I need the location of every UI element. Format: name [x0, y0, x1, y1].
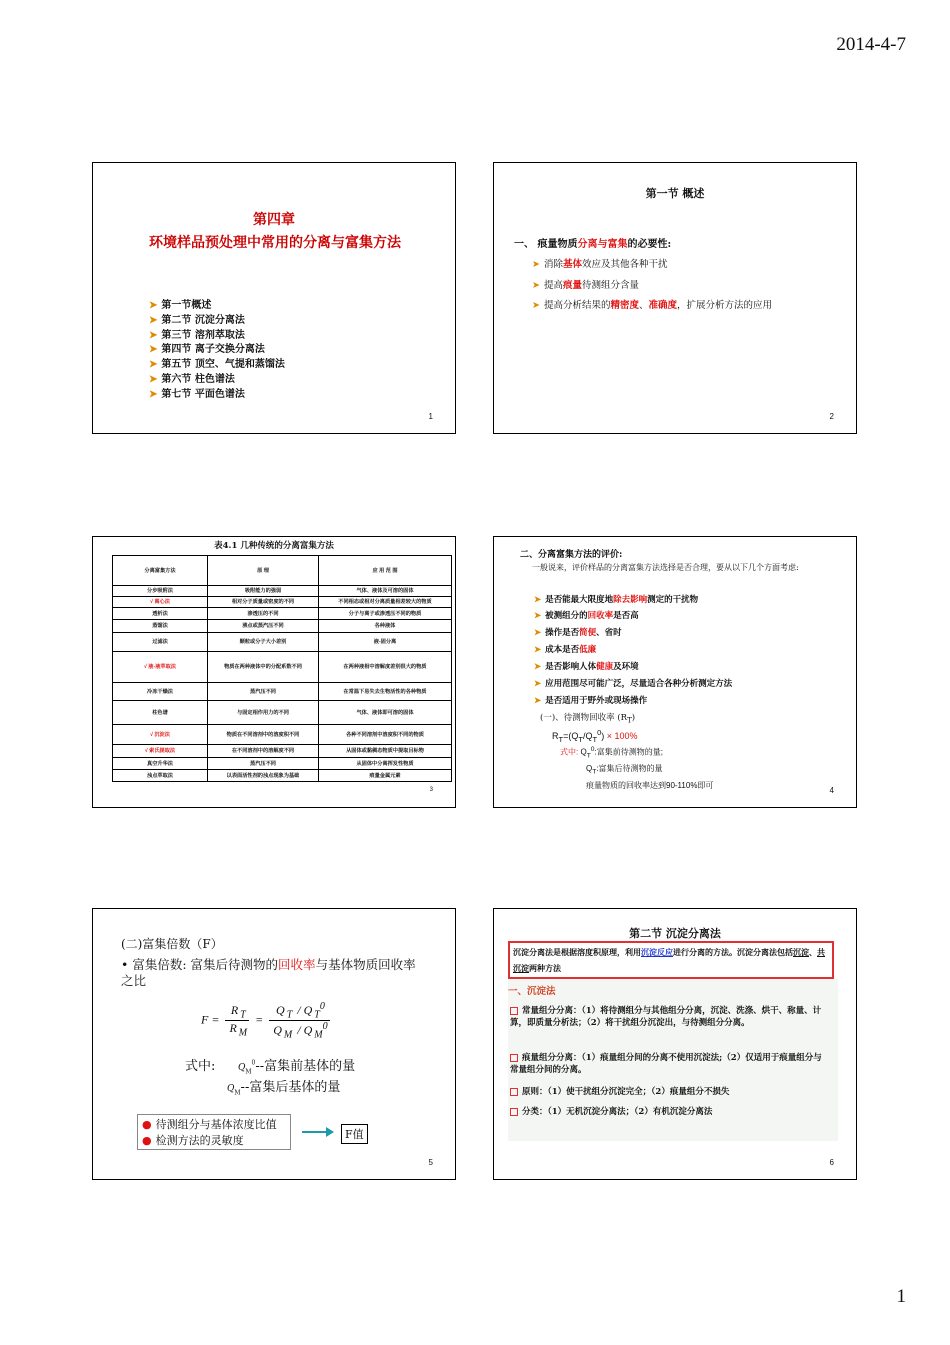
square-bullet-icon — [510, 1088, 518, 1096]
slide-6 — [493, 908, 857, 1180]
table-header-cell: 分离富集方法 — [113, 556, 208, 586]
chapter-label: 第四章 — [253, 212, 295, 228]
table-header-cell: 原 理 — [208, 556, 319, 586]
arrow-bullet-icon: ➤ — [532, 300, 540, 311]
bullet-dot-icon: ● — [142, 1134, 152, 1147]
list-item: ➤ 被测组分的回收率是否高 — [534, 611, 639, 621]
list-item: ➤ 第三节 溶剂萃取法 — [149, 329, 245, 341]
table-row: 过滤法 颗粒或分子大小差别 液-固分离 — [113, 633, 452, 652]
where-label: 式中: — [185, 1059, 216, 1074]
list-item: ➤ 提高分析结果的精密度、准确度，扩展分析方法的应用 — [532, 300, 773, 311]
list-item: ➤ 操作是否简便、省时 — [534, 628, 622, 638]
square-bullet-icon — [510, 1007, 518, 1015]
slide-number: 3 — [429, 787, 433, 793]
list-item: ➤ 成本是否低廉 — [534, 645, 597, 655]
table-row: 分步吸附法 吸附能力的强弱 气体、液体及可溶的固体 — [113, 586, 452, 597]
table-row: 真空升华法 蒸汽压不同 从固体中分离挥发性物质 — [113, 758, 452, 770]
slide-number: 4 — [829, 786, 834, 795]
table-row: 浊点萃取法 以表面活性剂的浊点现象为基础 痕量金属元素 — [113, 770, 452, 782]
table-header-row — [113, 556, 452, 586]
slide-title: 环境样品预处理中常用的分离与富集方法 — [149, 235, 401, 251]
slide-5 — [92, 908, 456, 1180]
list-item: ➤ 第七节 平面色谱法 — [149, 388, 245, 400]
arrow-bullet-icon: ➤ — [149, 373, 158, 385]
definition-box: 沉淀分离法是根据溶度积原理，利用沉淀反应进行分离的方法。沉淀分离法包括沉淀、共沉淀两种方法 — [508, 941, 834, 979]
table-row: √ 沉淀法 物质在不同溶剂中的溶度积不同 各种不同溶剂中溶度积不同的物质 — [113, 725, 452, 745]
table-row: 冷冻干燥法 蒸汽压不同 在常温下易失去生物活性的各种物质 — [113, 683, 452, 701]
arrow-bullet-icon: ➤ — [149, 329, 158, 341]
slide-1 — [92, 162, 456, 434]
fraction: $\frac{R _T}{R _M}$ — [225, 1003, 249, 1039]
list-item: ● 待测组分与基体浓度比值 — [142, 1118, 277, 1131]
list-item: ● 检测方法的灵敏度 — [142, 1134, 244, 1147]
formula-where-2: $Q_T$:富集后待测物的量 — [586, 764, 663, 776]
arrow-bullet-icon: ➤ — [149, 388, 158, 400]
arrow-bullet-icon: ➤ — [534, 662, 542, 672]
slide-heading: (二)富集倍数（F） — [121, 937, 223, 951]
table-row: √ 索氏提取法 在不同溶剂中的溶解度不同 从固体或黏稠态物质中提取目标物 — [113, 745, 452, 758]
list-item: ➤ 提高痕量待测组分含量 — [532, 280, 640, 291]
list-item: ➤ 第六节 柱色谱法 — [149, 373, 235, 385]
slide-number: 1 — [428, 412, 433, 421]
list-item: ➤ 应用范围尽可能广泛，尽量适合各种分析测定方法 — [534, 679, 733, 689]
formula-where-3: 痕量物质的回收率达到90-110%即可 — [586, 781, 714, 790]
arrow-bullet-icon: ➤ — [534, 628, 542, 638]
fraction: $\frac{Q _T / Q _T^0}{Q _M / Q _M^0}$ — [269, 1001, 329, 1041]
print-date: 2014-4-7 — [836, 34, 906, 55]
arrow-bullet-icon: ➤ — [534, 679, 542, 689]
arrow-bullet-icon: ➤ — [534, 595, 542, 605]
arrow-right-icon — [302, 1131, 328, 1133]
list-item: ➤ 是否能最大限度地除去影响测定的干扰物 — [534, 595, 699, 605]
arrowhead-icon — [326, 1127, 334, 1137]
arrow-bullet-icon: ➤ — [149, 359, 158, 371]
arrow-bullet-icon: ➤ — [532, 280, 540, 291]
slide-heading: 第一节 概述 — [645, 187, 705, 200]
arrow-bullet-icon: ➤ — [534, 611, 542, 621]
list-item: 分类：（1）无机沉淀分离法；（2）有机沉淀分离法 — [510, 1106, 830, 1118]
list-item: ➤ 第二节 沉淀分离法 — [149, 314, 245, 326]
table-header-cell: 应 用 范 围 — [319, 556, 452, 586]
arrow-bullet-icon: ➤ — [149, 314, 158, 326]
formula-where-2: $Q_M--$富集后基体的量 — [227, 1080, 341, 1097]
arrow-bullet-icon: ➤ — [534, 645, 542, 655]
definition-text: • 富集倍数: 富集后待测物的回收率与基体物质回收率之比 — [121, 957, 416, 988]
list-item: 常量组分分离：（1）将待测组分与其他组分分离，沉淀、洗涤、烘干、称量、计算，即质量分析法；（2）将干扰组分沉淀出，与待测组分分离。 — [510, 1006, 822, 1028]
page-number: 1 — [896, 1286, 906, 1307]
factor-box — [137, 1114, 291, 1150]
list-item: ➤ 第四节 离子交换分离法 — [149, 344, 265, 356]
enrichment-formula: F = $\frac{R _T}{R _M}$ = $\frac{Q _T / Q _T^0}{Q _M / Q _M^0}$ — [201, 1001, 328, 1041]
methods-table — [112, 555, 452, 782]
list-item: 痕量组分分离：（1）痕量组分间的分离不使用沉淀法;（2）仅适用于痕量组分与常量组分间的分离。 — [510, 1053, 822, 1075]
list-item: ➤ 第五节 顶空、气提和蒸馏法 — [149, 359, 285, 371]
square-bullet-icon — [510, 1108, 518, 1116]
toc-list — [149, 299, 285, 403]
slide-number: 6 — [829, 1158, 834, 1167]
slide-number: 2 — [829, 412, 834, 421]
arrow-bullet-icon: ➤ — [534, 696, 542, 706]
slide-3 — [92, 536, 456, 808]
table-row: 透析法 渗透压的不同 分子与离子或渗透压不同的物质 — [113, 608, 452, 620]
formula-where-1: 式中: $Q_T^0$:富集前待测物的量; — [560, 746, 663, 760]
recovery-formula: $R_T=(Q_T/Q_T^0) \times 100\%$ — [552, 728, 638, 744]
list-item: ➤ 是否影响人体健康及环境 — [534, 662, 639, 672]
f-value-box: F值 — [341, 1124, 368, 1144]
arrow-bullet-icon: ➤ — [532, 259, 540, 270]
list-item: ➤ 第一节概述 — [149, 300, 212, 311]
recovery-title: (一)、待测物回收率 $(R_T)$ — [540, 713, 636, 725]
bullet-dot-icon: ● — [142, 1118, 152, 1131]
slide-number: 5 — [428, 1158, 433, 1167]
formula-where-1: $Q_M^0--$富集前基体的量 — [238, 1059, 356, 1076]
arrow-bullet-icon: ➤ — [149, 300, 158, 311]
table-caption: 表4.1 几种传统的分离富集方法 — [214, 541, 334, 551]
list-item: ➤ 是否适用于野外或现场操作 — [534, 696, 648, 706]
slide-heading: 二、分离富集方法的评价: — [520, 550, 623, 560]
table-row: 蒸馏法 沸点或蒸汽压不同 各种液体 — [113, 620, 452, 633]
list-item: ➤ 消除基体效应及其他各种干扰 — [532, 259, 668, 270]
square-bullet-icon — [510, 1054, 518, 1062]
list-item: 原则：（1）使干扰组分沉淀完全；（2）痕量组分不损失 — [510, 1086, 830, 1098]
intro-text: 一般说来，评价样品的分离富集方法选择是否合理，要从以下几个方面考虑: — [532, 563, 799, 572]
section-heading: 一、 痕量物质分离与富集的必要性: — [514, 239, 672, 250]
table-row: 柱色谱 与固定相作用力的不同 气体、液体即可溶的固体 — [113, 701, 452, 725]
arrow-bullet-icon: ➤ — [149, 344, 158, 356]
slide-2 — [493, 162, 857, 434]
table-row: √ 液-液萃取法 物质在两种液体中的分配系数不同 在两种液相中溶解度差别很大的物质 — [113, 652, 452, 683]
section-heading: 一、沉淀法 — [508, 986, 556, 997]
slide-heading: 第二节 沉淀分离法 — [629, 927, 721, 940]
table-row: √ 离心法 相对分子质量或密度的不同 不同相态或相对分离质量相差较大的物质 — [113, 597, 452, 608]
slide-4 — [493, 536, 857, 808]
